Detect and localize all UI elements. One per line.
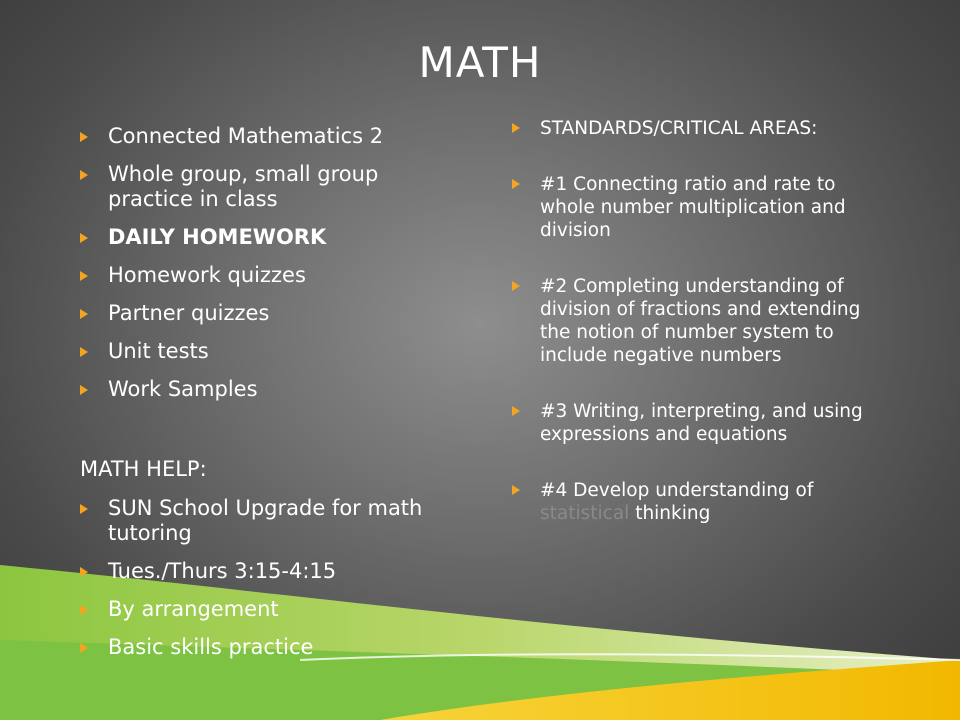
list-item <box>512 275 892 367</box>
list-item-text: Tues./Thurs 3:15-4:15 <box>108 559 337 583</box>
list-item <box>512 400 892 446</box>
list-item-text: SUN School Upgrade for math tutoring <box>108 496 423 545</box>
triangle-bullet-icon <box>80 233 88 243</box>
list-item-text: Partner quizzes <box>108 301 270 325</box>
triangle-bullet-icon <box>80 132 88 142</box>
math-help-heading: MATH HELP: <box>80 457 207 481</box>
list-item-text-suffix: thinking <box>629 503 711 524</box>
triangle-bullet-icon <box>80 567 88 577</box>
slide-title: MATH <box>418 38 542 87</box>
list-item <box>80 263 460 288</box>
list-item-text: #2 Completing understanding of division of fractions and extending the notion of number system to include negative numbers <box>540 276 861 366</box>
triangle-bullet-icon <box>80 385 88 395</box>
triangle-bullet-icon <box>80 605 88 615</box>
list-item-text: Basic skills practice <box>108 635 314 659</box>
list-item <box>80 377 460 402</box>
triangle-bullet-icon <box>80 347 88 357</box>
list-item <box>80 635 460 660</box>
left-bullet-list <box>80 124 460 415</box>
list-item-text: Whole group, small group practice in class <box>108 162 379 211</box>
list-item-text: #1 Connecting ratio and rate to whole number multiplication and division <box>540 174 846 241</box>
list-item-text-prefix: #4 Develop understanding of <box>540 480 814 501</box>
triangle-bullet-icon <box>512 485 520 495</box>
list-item <box>512 117 892 140</box>
list-item-text: #3 Writing, interpreting, and using expressions and equations <box>540 401 863 445</box>
triangle-bullet-icon <box>512 406 520 416</box>
list-item-text-dim: statistical <box>540 503 630 524</box>
triangle-bullet-icon <box>512 123 520 133</box>
list-item-text: Work Samples <box>108 377 258 401</box>
list-item <box>512 173 892 242</box>
triangle-bullet-icon <box>80 643 88 653</box>
list-item <box>80 559 460 584</box>
list-item <box>80 225 460 250</box>
triangle-bullet-icon <box>80 271 88 281</box>
list-item <box>80 597 460 622</box>
list-item <box>80 301 460 326</box>
list-item-text: By arrangement <box>108 597 279 621</box>
list-item <box>80 339 460 364</box>
triangle-bullet-icon <box>512 281 520 291</box>
list-item <box>80 162 460 212</box>
triangle-bullet-icon <box>512 179 520 189</box>
list-item-text: DAILY HOMEWORK <box>108 225 327 249</box>
triangle-bullet-icon <box>80 309 88 319</box>
triangle-bullet-icon <box>80 504 88 514</box>
list-item-text: Connected Mathematics 2 <box>108 124 384 148</box>
math-help-list <box>80 496 460 673</box>
list-item-text: Homework quizzes <box>108 263 306 287</box>
list-item-text: STANDARDS/CRITICAL AREAS: <box>540 118 818 139</box>
list-item <box>80 496 460 546</box>
list-item-text: Unit tests <box>108 339 209 363</box>
list-item <box>512 479 892 525</box>
standards-list <box>512 117 892 558</box>
list-item <box>80 124 460 149</box>
triangle-bullet-icon <box>80 170 88 180</box>
